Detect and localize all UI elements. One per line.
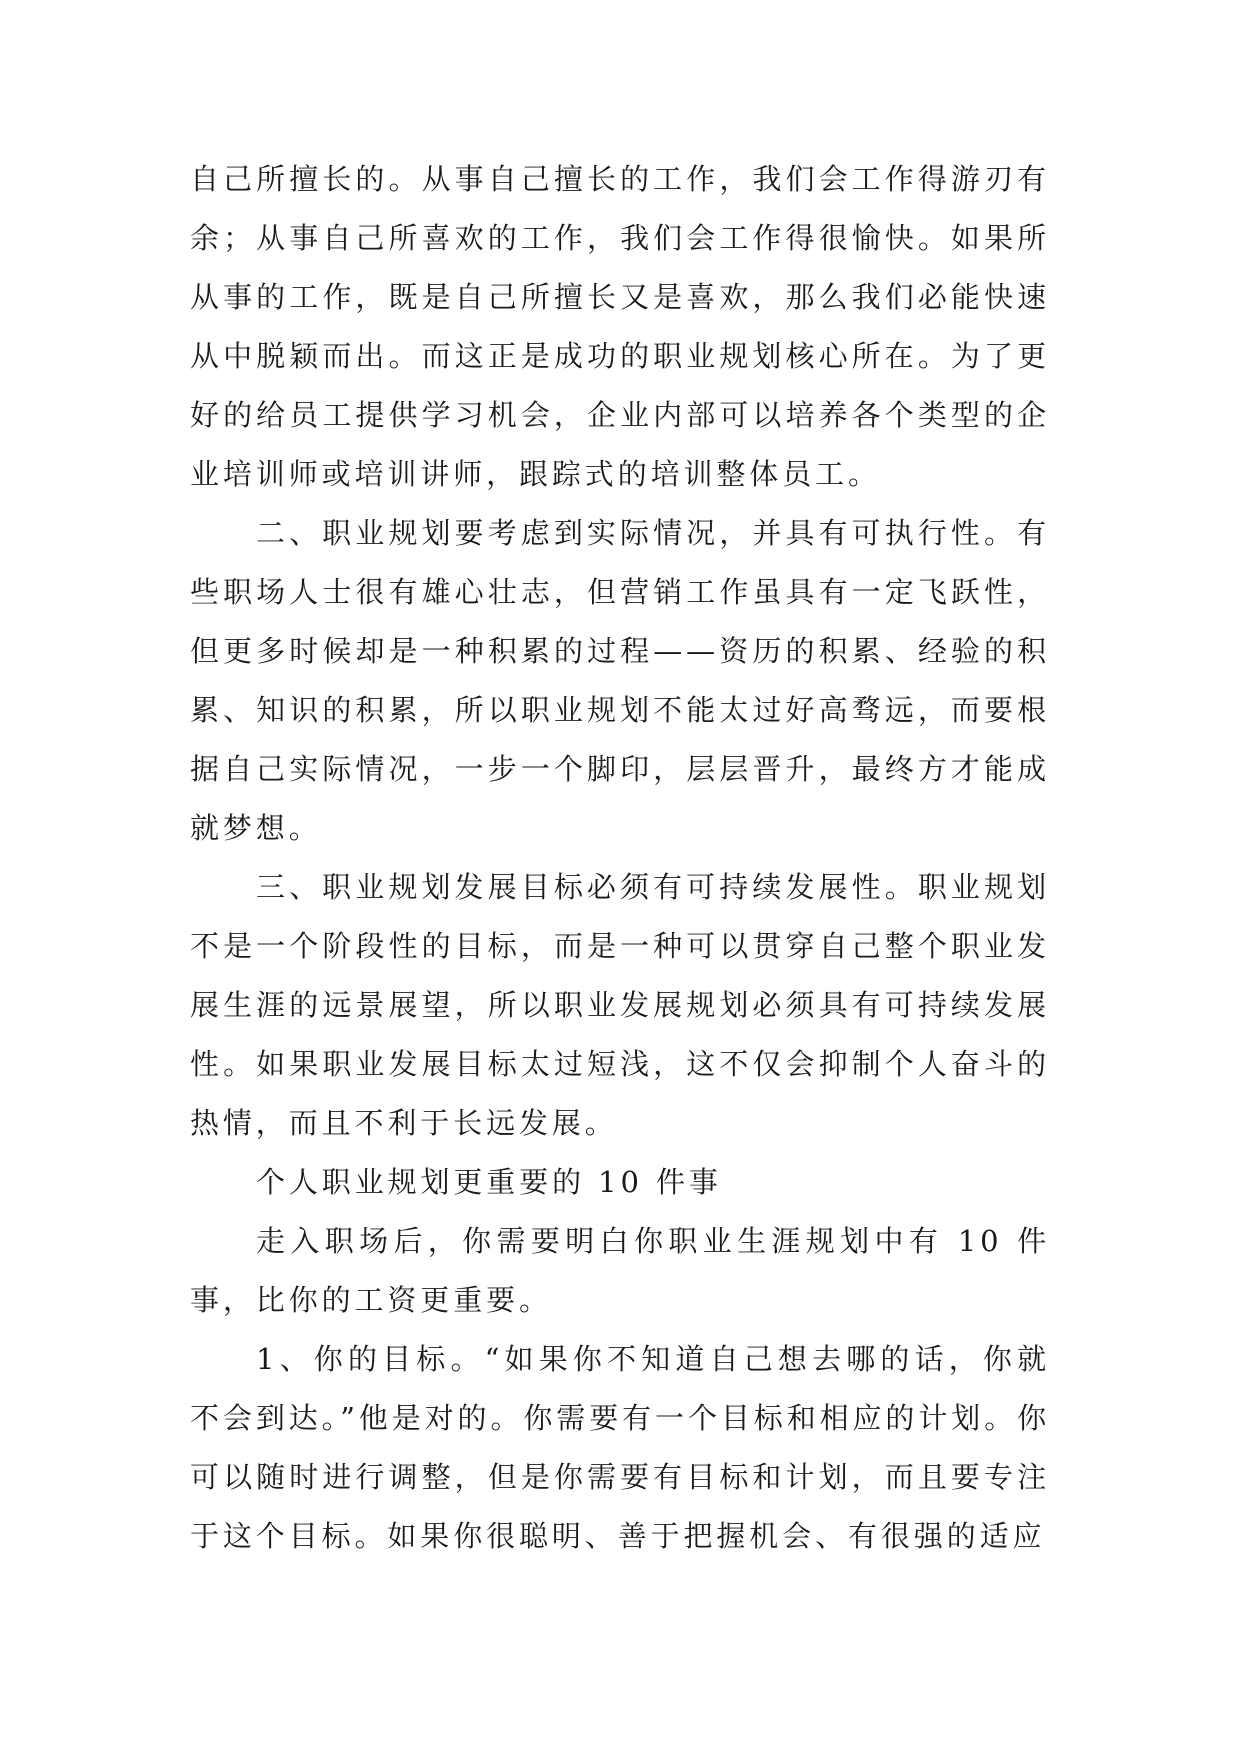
- section-heading: 个人职业规划更重要的 10 件事: [256, 1165, 722, 1199]
- paragraph-item-one: 1、你的目标。“如果你不知道自己想去哪的话，你就不会到达。”他是对的。你需要有一个目标和相应的计划。你可以随时进行调整，但是你需要有目标和计划，而且要专注于这个目标。如果你很聪明、善于把握机会、有很强的适应: [190, 1342, 1050, 1553]
- paragraph-point-three: 三、职业规划发展目标必须有可持续发展性。职业规划不是一个阶段性的目标，而是一种可以贯穿自己整个职业发展生涯的远景展望，所以职业发展规划必须具有可持续发展性。如果职业发展目标太过短浅，这不仅会抑制个人奋斗的热情，而且不利于长远发展。: [190, 870, 1050, 1140]
- paragraph-intro: 走入职场后，你需要明白你职业生涯规划中有 10 件事，比你的工资更重要。: [190, 1224, 1050, 1317]
- paragraph-continuation: 自己所擅长的。从事自己擅长的工作，我们会工作得游刃有余；从事自己所喜欢的工作，我们会工作得很愉快。如果所从事的工作，既是自己所擅长又是喜欢，那么我们必能快速从中脱颖而出。而这正是成功的职业规划核心所在。为了更好的给员工提供学习机会，企业内部可以培养各个类型的企业培训师或培训讲师，跟踪式的培训整体员工。: [190, 162, 1050, 491]
- paragraph-point-two: 二、职业规划要考虑到实际情况，并具有可执行性。有些职场人士很有雄心壮志，但营销工作虽具有一定飞跃性，但更多时候却是一种积累的过程——资历的积累、经验的积累、知识的积累，所以职业规划不能太过好高骛远，而要根据自己实际情况，一步一个脚印，层层晋升，最终方才能成就梦想。: [190, 516, 1050, 845]
- document-page: [190, 150, 1050, 1566]
